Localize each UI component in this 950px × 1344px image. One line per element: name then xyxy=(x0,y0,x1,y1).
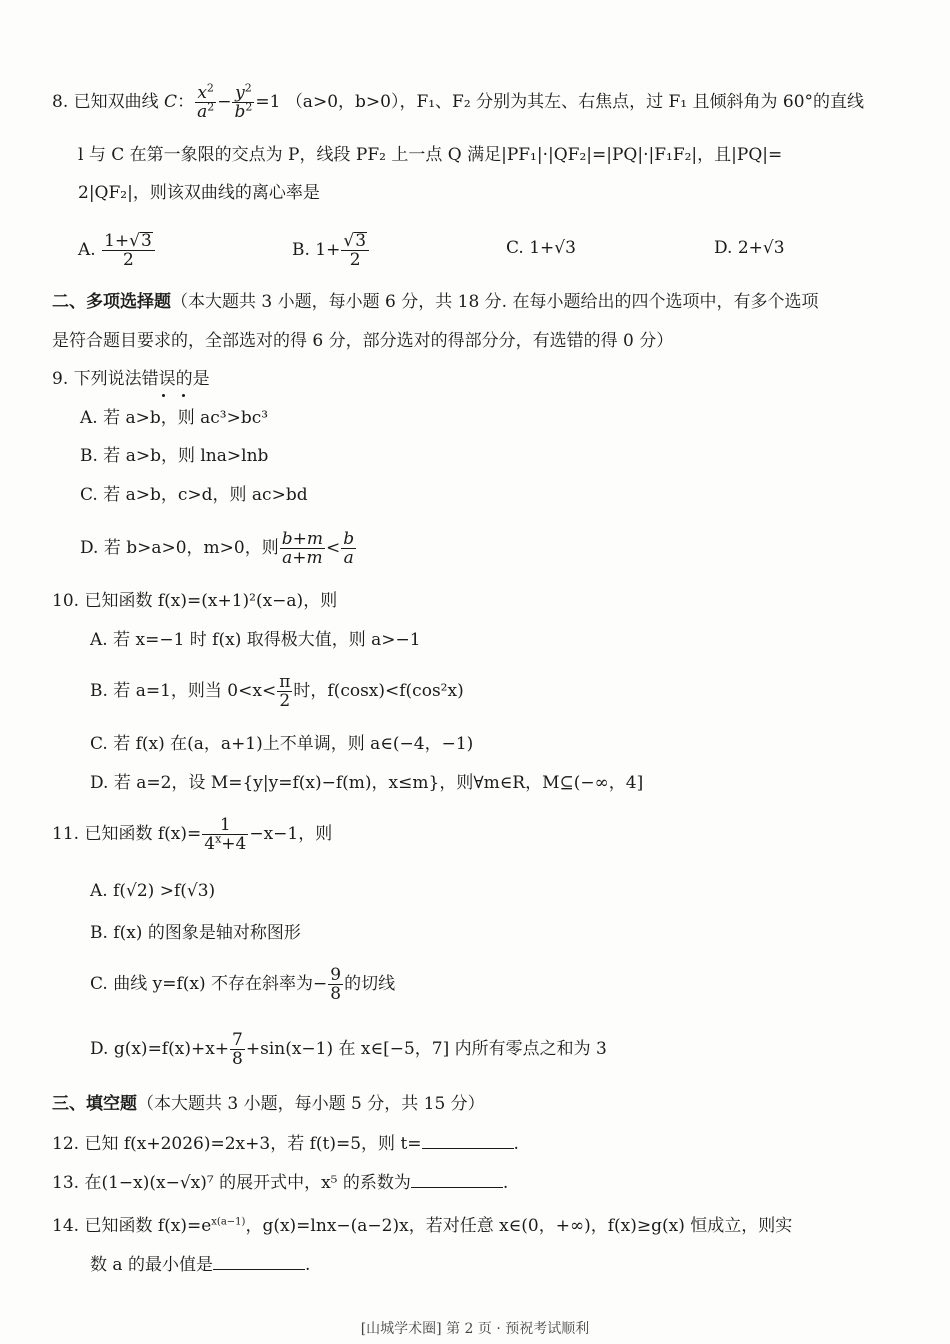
q9-option-c: C. 若 a>b，c>d，则 ac>bd xyxy=(80,485,308,505)
q8-line2: l 与 C 在第一象限的交点为 P，线段 PF₂ 上一点 Q 满足|PF₁|·|QF₂|=|PQ|·|F₁F₂|，且|PQ|= xyxy=(78,145,783,165)
q12-answer-blank xyxy=(422,1132,514,1149)
q11-option-d: D. g(x)=f(x)+x+ $\frac{7}{8}$ +sin(x−1) 在 x∈[−5，7] 内所有零点之和为 3 xyxy=(90,1030,607,1069)
q8-line1 xyxy=(52,81,865,122)
q11-stem: 11. 已知函数 f(x)= $\frac{1}{4^x+4}$ −x−1，则 xyxy=(52,815,333,854)
q8-option-c: C. 1+√3 xyxy=(506,238,576,258)
q11-option-b: B. f(x) 的图象是轴对称图形 xyxy=(90,923,301,943)
emphasis-dots xyxy=(162,394,188,398)
section3-header xyxy=(52,1092,485,1116)
section3-title: 三、填空题 xyxy=(52,1094,137,1114)
section2-header xyxy=(52,290,819,314)
page-footer: [山城学术圈] 第 2 页 · 预祝考试顺利 xyxy=(360,1321,590,1337)
section2-desc2: 是符合题目要求的，全部选对的得 6 分，部分选对的得部分分，有选错的得 0 分） xyxy=(52,331,674,351)
q10-stem: 10. 已知函数 f(x)=(x+1)²(x−a)，则 xyxy=(52,591,338,611)
q11-option-a: A. f(√2) >f(√3) xyxy=(90,881,216,901)
q9-stem: 9. 下列说法错误的是 xyxy=(52,369,210,389)
q14-line2: 数 a 的最小值是 . xyxy=(90,1255,311,1275)
q14-answer-blank xyxy=(213,1253,305,1270)
q11-option-c: C. 曲线 y=f(x) 不存在斜率为− $\frac{9}{8}$ 的切线 xyxy=(90,965,396,1004)
q10-option-a: A. 若 x=−1 时 f(x) 取得极大值，则 a>−1 xyxy=(90,630,421,650)
q8-hyperbola-formula: C： $\frac{x^2}{a^2}$ − $\frac{y^2}{b^2}$ =1 xyxy=(164,81,286,122)
q12: 12. 已知 f(x+2026)=2x+3，若 f(t)=5，则 t= . xyxy=(52,1134,519,1154)
q13: 13. 在(1−x)(x−√x)⁷ 的展开式中，x⁵ 的系数为 . xyxy=(52,1173,509,1193)
q14-line1: 14. 已知函数 $f(x)=e^{x(a-1)}$，g(x)=lnx−(a−2)x，若对任意 x∈(0，+∞)，f(x)≥g(x) 恒成立，则实 xyxy=(52,1216,793,1236)
q8-number: 8. xyxy=(52,92,69,112)
q8-text-a: 已知双曲线 xyxy=(73,92,159,112)
q10-option-b: B. 若 a=1，则当 0<x< $\frac{\pi}{2}$ 时，f(cosx)<f(cos²x) xyxy=(90,672,464,711)
q10-option-c: C. 若 f(x) 在(a，a+1)上不单调，则 a∈(−4，−1) xyxy=(90,734,474,754)
q10-option-d: D. 若 a=2，设 M={y|y=f(x)−f(m)，x≤m}，则∀m∈R，M⊆(−∞，4] xyxy=(90,773,644,793)
q8-option-d: D. 2+√3 xyxy=(714,238,785,258)
q8-text-b: （a>0，b>0），F₁、F₂ 分别为其左、右焦点，过 F₁ 且倾斜角为 60°的直线 xyxy=(285,92,865,112)
section3-desc: （本大题共 3 小题，每小题 5 分，共 15 分） xyxy=(137,1094,485,1114)
q8-line3: 2|QF₂|，则该双曲线的离心率是 xyxy=(78,183,320,203)
section2-desc1: （本大题共 3 小题，每小题 6 分，共 18 分. 在每小题给出的四个选项中，有多个选项 xyxy=(171,292,819,312)
q9-option-d: D. 若 b>a>0，m>0，则 $\frac{b+m}{a+m}$ < $\frac{b}{a}$ xyxy=(80,529,355,568)
q8-option-b: B. 1+ $\frac{√3}{2}$ xyxy=(292,232,370,269)
section2-title: 二、多项选择题 xyxy=(52,292,171,312)
q9-option-b: B. 若 a>b，则 lna>lnb xyxy=(80,446,269,466)
q9-option-a: A. 若 a>b，则 ac³>bc³ xyxy=(80,408,269,428)
q13-answer-blank xyxy=(411,1171,503,1188)
q8-option-a: A. $\frac{1+√3}{2}$ xyxy=(78,232,156,269)
